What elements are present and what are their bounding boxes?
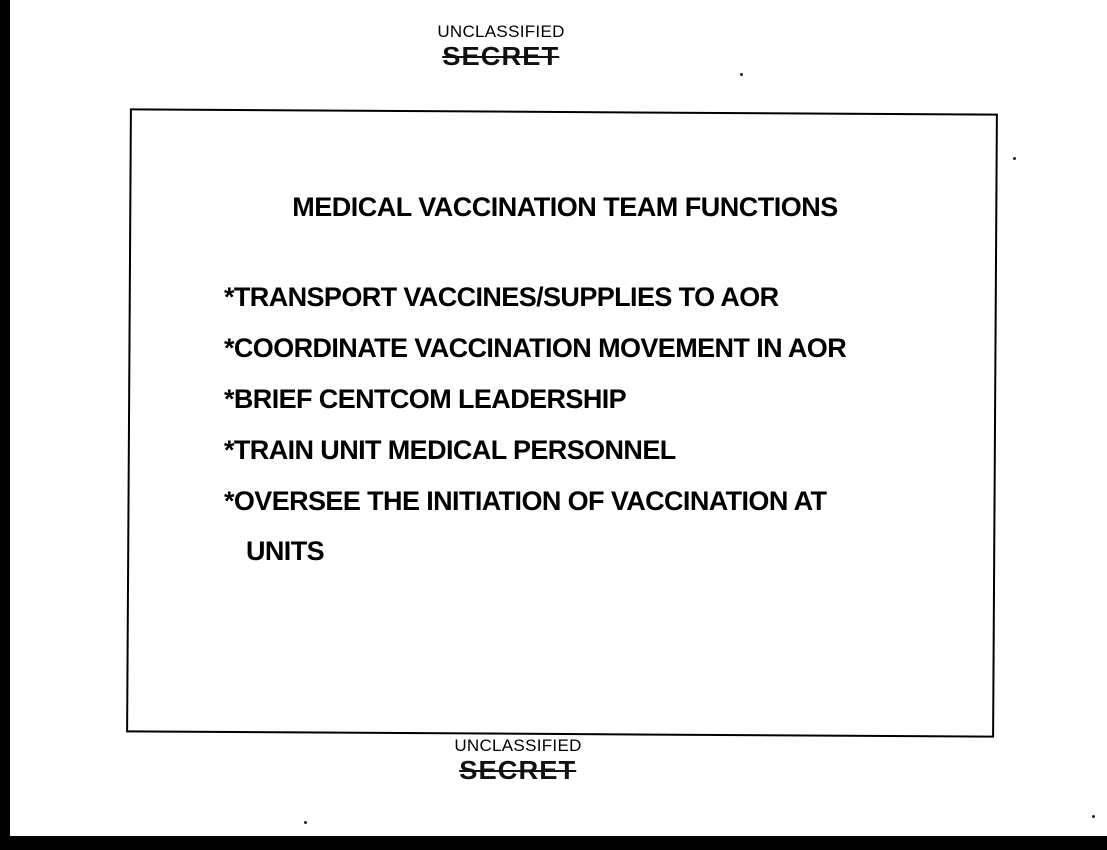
list-item: *TRAIN UNIT MEDICAL PERSONNEL [224, 435, 676, 465]
function-list [224, 281, 846, 586]
top-classification-label: UNCLASSIFIED [437, 22, 565, 41]
bottom-classification-label: UNCLASSIFIED [454, 736, 582, 755]
scan-edge-bottom [0, 836, 1107, 850]
list-item: *TRANSPORT VACCINES/SUPPLIES TO AOR [224, 282, 779, 312]
list-item-line: *OVERSEE THE INITIATION OF VACCINATION AT [224, 486, 827, 516]
top-struck-classification: SECRET [442, 41, 560, 71]
scan-edge-left [0, 0, 10, 850]
scan-speck [304, 821, 307, 824]
scan-speck [740, 73, 743, 76]
scan-speck [1092, 815, 1095, 818]
list-item: *BRIEF CENTCOM LEADERSHIP [224, 384, 627, 414]
bottom-struck-classification: SECRET [459, 755, 577, 785]
list-item: *COORDINATE VACCINATION MOVEMENT IN AOR [224, 333, 847, 363]
bottom-classification-marking [368, 736, 668, 784]
list-item-continuation: UNITS [246, 536, 325, 566]
top-classification-marking [351, 22, 651, 70]
slide-title: MEDICAL VACCINATION TEAM FUNCTIONS [292, 192, 838, 222]
scan-speck [1013, 157, 1016, 160]
list-item [224, 485, 846, 567]
